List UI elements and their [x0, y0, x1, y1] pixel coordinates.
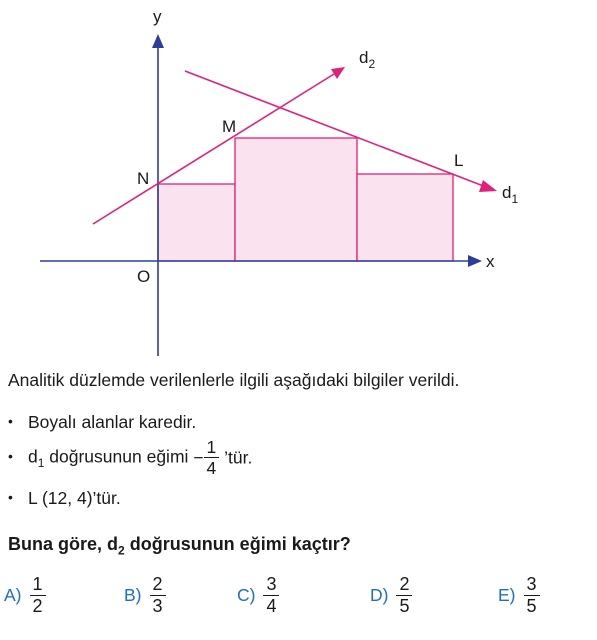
x-axis-label: x — [486, 252, 495, 271]
bullet-3: • L (12, 4)’tür. — [8, 488, 121, 508]
bullet-icon: • — [8, 489, 13, 505]
bullet-1: • Boyalı alanlar karedir. — [8, 412, 197, 432]
choice-c[interactable]: C) $\frac{3}{4}$ — [237, 575, 279, 616]
square-middle — [235, 138, 357, 261]
choice-e[interactable]: E) $\frac{3}{5}$ — [498, 575, 540, 616]
answer-choices — [0, 575, 597, 635]
y-axis-arrow-icon — [152, 34, 164, 48]
line-d2-label: $d_2$ — [359, 48, 376, 71]
origin-label: O — [137, 267, 151, 286]
line-d1-label: $d_1$ — [502, 183, 519, 206]
point-l-label: L — [454, 151, 464, 170]
slope-fraction: $\frac{1}{4}$ — [204, 438, 220, 478]
choice-a[interactable]: A) $\frac{1}{2}$ — [4, 575, 46, 616]
point-m-label: M — [222, 117, 237, 136]
line-d2-arrow-icon — [331, 67, 345, 79]
point-n-label: N — [137, 169, 150, 188]
bullet-2: • $d_1$ doğrusunun eğimi − $\frac{1}{4}$ ’tür. — [8, 437, 253, 479]
bullet-icon: • — [8, 447, 13, 464]
intro-text: Analitik düzlemde verilenlerle ilgili aşağıdaki bilgiler verildi. — [8, 370, 460, 390]
y-axis-label: y — [153, 7, 162, 26]
square-left — [158, 184, 235, 261]
choice-d[interactable]: D) $\frac{2}{5}$ — [370, 575, 412, 616]
bullet-icon: • — [8, 413, 13, 429]
x-axis-arrow-icon — [468, 255, 482, 267]
square-right — [357, 174, 453, 261]
question-text: Buna göre, $d_2$ doğrusunun eğimi kaçtır? — [8, 534, 351, 558]
line-d1-arrow-icon — [479, 180, 497, 192]
choice-b[interactable]: B) $\frac{2}{3}$ — [124, 575, 166, 616]
